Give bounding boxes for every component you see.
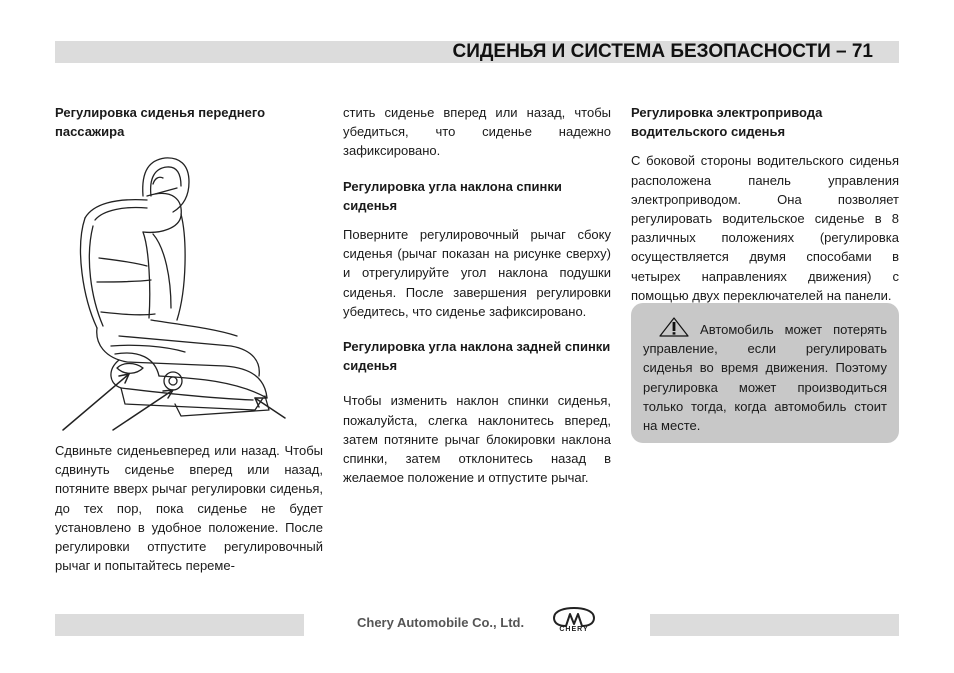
paragraph: С боковой стороны водительского сиденья расположена панель управления электроприводом. Она позволяет регулировать водительское сиденье в 8 различных положениях (регулировка осуществляется двумя способами в четырех направлениях движения) с помощью двух переключателей на панели. <box>631 153 899 303</box>
column-middle <box>343 103 611 487</box>
paragraph: Чтобы изменить наклон спинки сиденья, пожалуйста, слегка наклонитесь вперед, затем потяните рычаг блокировки наклона спинки, затем отклонитесь назад в желаемое положение и отпустите рычаг. <box>343 393 611 486</box>
seat-illustration <box>55 148 295 433</box>
warning-box <box>631 303 899 443</box>
page-title: СИДЕНЬЯ И СИСТЕМА БЕЗОПАСНОСТИ – 71 <box>452 41 873 62</box>
section-heading-backrest-angle: Регулировка угла наклона спинки сиденья <box>343 178 562 213</box>
footer-bar-right <box>650 614 899 636</box>
warning-text: Автомобиль может потерять управление, если регулировать сиденья во время движения. Поэтому регулировка может производиться только тогда, когда автомобиль стоит на месте. <box>643 322 887 434</box>
footer-bar-left <box>55 614 304 636</box>
header-bar <box>55 41 899 63</box>
column-left <box>55 103 323 141</box>
paragraph: стить сиденье вперед или назад, чтобы убедиться, что сиденье надежно зафиксировано. <box>343 105 611 159</box>
passenger-seat-text <box>55 441 323 575</box>
chery-brand-text: CHERY <box>559 626 589 633</box>
paragraph: Сдвиньте сиденьевперед или назад. Чтобы сдвинуть сиденье вперед или назад, потяните вверх рычаг регулировки сиденья, до тех пор, пока сиденье не будет установлено в удобное положение. После регулировки отпустите регулировочный рычаг и попытайтесь переме- <box>55 443 323 574</box>
footer-company: Chery Automobile Co., Ltd. <box>357 615 525 630</box>
section-heading-power-seat: Регулировка электропривода водительского сиденья <box>631 105 823 140</box>
section-heading-rear-backrest-angle: Регулировка угла наклона задней спинки сиденья <box>343 339 611 374</box>
paragraph: Поверните регулировочный рычаг сбоку сиденья (рычаг показан на рисунке сверху) и отрегулируйте угол наклона подушки сиденья. После завершения регулировки убедитесь, что сиденье зафиксировано. <box>343 227 611 319</box>
column-right <box>631 103 899 305</box>
warning-text-container <box>643 317 887 435</box>
section-heading-passenger-seat: Регулировка сиденья переднего пассажира <box>55 105 266 140</box>
warning-triangle-icon <box>659 317 689 337</box>
